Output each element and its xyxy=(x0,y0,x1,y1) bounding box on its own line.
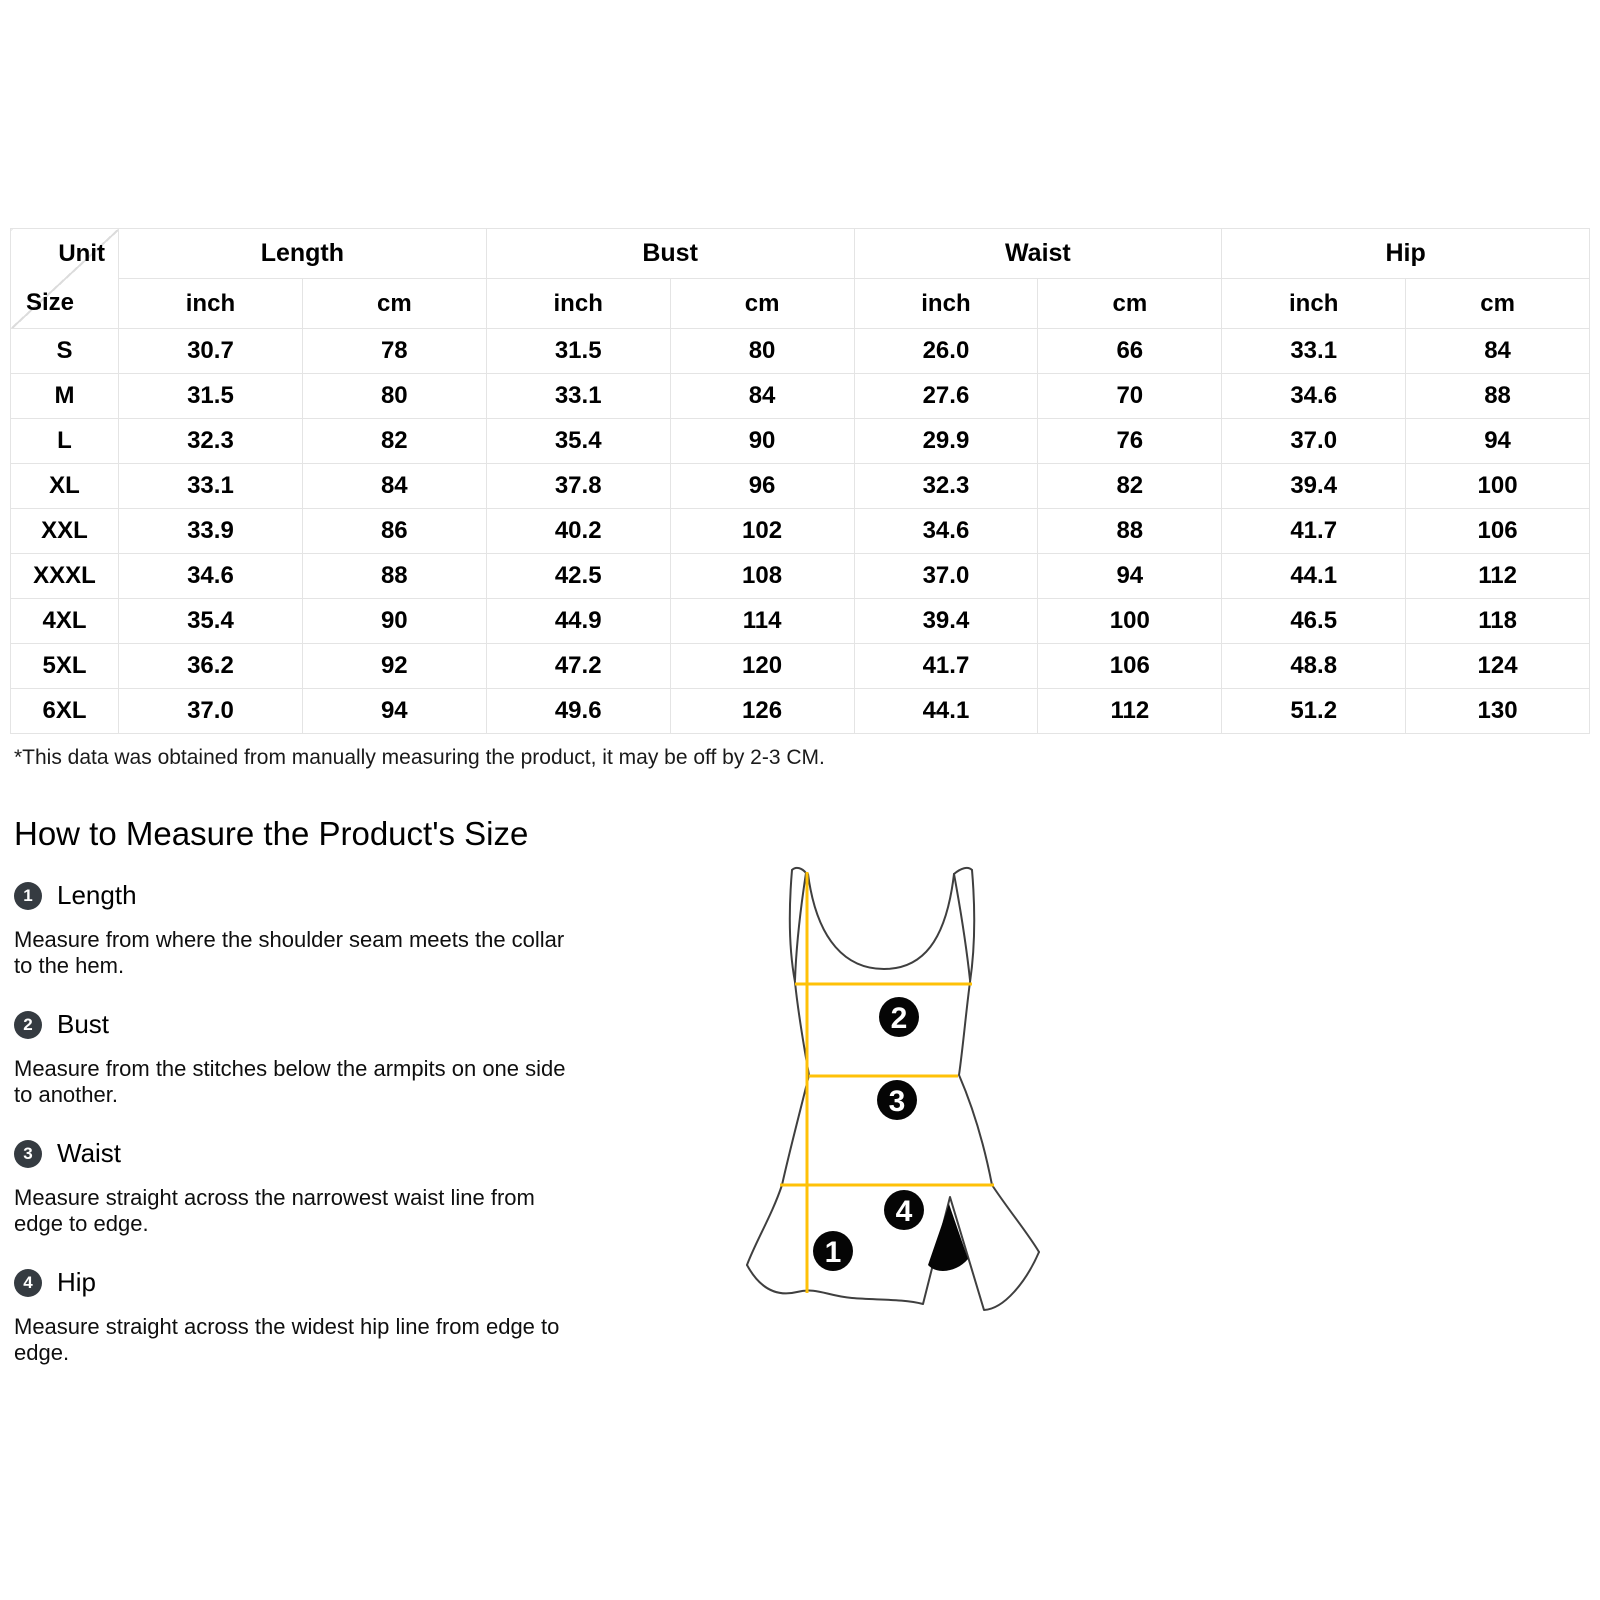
measurement-cell: 124 xyxy=(1406,644,1590,689)
measurement-cell: 44.1 xyxy=(854,689,1038,734)
measurement-cell: 39.4 xyxy=(1222,464,1406,509)
measurement-cell: 44.1 xyxy=(1222,554,1406,599)
measurement-cell: 76 xyxy=(1038,419,1222,464)
size-cell: 5XL xyxy=(11,644,119,689)
measurement-cell: 37.0 xyxy=(1222,419,1406,464)
measurement-cell: 82 xyxy=(302,419,486,464)
measurement-cell: 49.6 xyxy=(486,689,670,734)
item-description: Measure straight across the narrowest waist line from edge to edge. xyxy=(14,1185,535,1236)
table-row xyxy=(11,464,1590,509)
column-group-bust: Bust xyxy=(486,229,854,279)
column-group-waist: Waist xyxy=(854,229,1222,279)
table-row xyxy=(11,689,1590,734)
table-row xyxy=(11,554,1590,599)
measurement-cell: 106 xyxy=(1038,644,1222,689)
item-number-badge: 1 xyxy=(14,882,42,910)
item-label: Hip xyxy=(57,1267,97,1297)
size-cell: S xyxy=(11,329,119,374)
measurement-cell: 40.2 xyxy=(486,509,670,554)
unit-subheader: inch xyxy=(1222,279,1406,329)
column-group-length: Length xyxy=(119,229,487,279)
table-row xyxy=(11,329,1590,374)
measurement-cell: 90 xyxy=(670,419,854,464)
measurement-cell: 34.6 xyxy=(119,554,303,599)
size-table xyxy=(10,228,1590,734)
measurement-cell: 41.7 xyxy=(854,644,1038,689)
table-row xyxy=(11,599,1590,644)
size-cell: L xyxy=(11,419,119,464)
corner-unit-label: Unit xyxy=(58,240,105,267)
measurement-cell: 39.4 xyxy=(854,599,1038,644)
unit-subheader: cm xyxy=(670,279,854,329)
column-group-hip: Hip xyxy=(1222,229,1590,279)
measurement-cell: 130 xyxy=(1406,689,1590,734)
measurement-cell: 31.5 xyxy=(486,329,670,374)
measurement-cell: 102 xyxy=(670,509,854,554)
measurement-cell: 37.0 xyxy=(854,554,1038,599)
measurement-cell: 34.6 xyxy=(1222,374,1406,419)
measurement-cell: 90 xyxy=(302,599,486,644)
item-label: Waist xyxy=(57,1138,122,1168)
table-row xyxy=(11,644,1590,689)
unit-subheader: inch xyxy=(854,279,1038,329)
measurement-footnote: *This data was obtained from manually measuring the product, it may be off by 2-3 CM. xyxy=(14,746,825,769)
section-title: How to Measure the Product's Size xyxy=(14,815,529,852)
measurement-cell: 37.0 xyxy=(119,689,303,734)
measurement-cell: 84 xyxy=(1406,329,1590,374)
measurement-cell: 126 xyxy=(670,689,854,734)
left-strap-top xyxy=(792,868,806,873)
measurement-cell: 94 xyxy=(1406,419,1590,464)
measurement-cell: 48.8 xyxy=(1222,644,1406,689)
size-cell: XXL xyxy=(11,509,119,554)
measurement-cell: 35.4 xyxy=(486,419,670,464)
size-cell: XXXL xyxy=(11,554,119,599)
measurement-cell: 94 xyxy=(1038,554,1222,599)
item-number-badge: 4 xyxy=(14,1269,42,1297)
waist-badge-number: 3 xyxy=(888,1085,906,1118)
item-description: Measure from the stitches below the armpits on one side to another. xyxy=(14,1056,566,1107)
measurement-cell: 92 xyxy=(302,644,486,689)
measurement-cell: 88 xyxy=(1038,509,1222,554)
measurement-cell: 42.5 xyxy=(486,554,670,599)
bust-badge-number: 2 xyxy=(890,1002,908,1035)
item-number-badge: 3 xyxy=(14,1140,42,1168)
measurement-cell: 112 xyxy=(1406,554,1590,599)
right-strap-top xyxy=(954,868,972,874)
dress-diagram xyxy=(742,847,1042,1317)
measurement-cell: 108 xyxy=(670,554,854,599)
length-badge-number: 1 xyxy=(824,1236,842,1269)
measurement-cell: 118 xyxy=(1406,599,1590,644)
measurement-cell: 32.3 xyxy=(854,464,1038,509)
measurement-cell: 88 xyxy=(302,554,486,599)
measurement-cell: 47.2 xyxy=(486,644,670,689)
size-cell: 4XL xyxy=(11,599,119,644)
measurement-cell: 27.6 xyxy=(854,374,1038,419)
item-description: Measure from where the shoulder seam meets the collar to the hem. xyxy=(14,927,565,978)
measurement-cell: 41.7 xyxy=(1222,509,1406,554)
neckline xyxy=(808,874,954,969)
measurement-cell: 36.2 xyxy=(119,644,303,689)
measurement-cell: 33.1 xyxy=(1222,329,1406,374)
measurement-cell: 33.9 xyxy=(119,509,303,554)
measurement-cell: 37.8 xyxy=(486,464,670,509)
measurement-cell: 44.9 xyxy=(486,599,670,644)
measurement-cell: 29.9 xyxy=(854,419,1038,464)
measurement-cell: 84 xyxy=(302,464,486,509)
measurement-cell: 82 xyxy=(1038,464,1222,509)
right-armhole-line xyxy=(954,874,970,980)
measurement-cell: 84 xyxy=(670,374,854,419)
measurement-cell: 46.5 xyxy=(1222,599,1406,644)
measurement-cell: 32.3 xyxy=(119,419,303,464)
item-label: Length xyxy=(57,880,137,910)
measurement-cell: 100 xyxy=(1406,464,1590,509)
measurement-cell: 100 xyxy=(1038,599,1222,644)
measurement-cell: 114 xyxy=(670,599,854,644)
measurement-cell: 51.2 xyxy=(1222,689,1406,734)
size-cell: XL xyxy=(11,464,119,509)
table-row xyxy=(11,374,1590,419)
table-group-header-row xyxy=(11,229,1590,279)
unit-subheader: inch xyxy=(119,279,303,329)
measurement-cell: 33.1 xyxy=(486,374,670,419)
measurement-cell: 66 xyxy=(1038,329,1222,374)
measurement-cell: 26.0 xyxy=(854,329,1038,374)
measurement-cell: 34.6 xyxy=(854,509,1038,554)
left-armhole-line xyxy=(795,873,806,980)
measurement-cell: 35.4 xyxy=(119,599,303,644)
unit-subheader: inch xyxy=(486,279,670,329)
measurement-cell: 96 xyxy=(670,464,854,509)
measurement-cell: 80 xyxy=(670,329,854,374)
measurement-cell: 80 xyxy=(302,374,486,419)
measurement-cell: 78 xyxy=(302,329,486,374)
hip-badge-number: 4 xyxy=(895,1195,913,1228)
unit-subheader: cm xyxy=(1038,279,1222,329)
measurement-cell: 94 xyxy=(302,689,486,734)
table-unit-header-row xyxy=(11,279,1590,329)
measurement-cell: 31.5 xyxy=(119,374,303,419)
measurement-cell: 33.1 xyxy=(119,464,303,509)
measurement-cell: 120 xyxy=(670,644,854,689)
measurement-cell: 88 xyxy=(1406,374,1590,419)
measurement-cell: 112 xyxy=(1038,689,1222,734)
diagram-badges xyxy=(813,997,924,1271)
unit-subheader: cm xyxy=(1406,279,1590,329)
item-label: Bust xyxy=(57,1009,110,1039)
measurement-cell: 70 xyxy=(1038,374,1222,419)
measurement-cell: 86 xyxy=(302,509,486,554)
size-cell: 6XL xyxy=(11,689,119,734)
measurement-cell: 106 xyxy=(1406,509,1590,554)
corner-size-label: Size xyxy=(26,289,75,316)
item-number-badge: 2 xyxy=(14,1011,42,1039)
unit-subheader: cm xyxy=(302,279,486,329)
size-cell: M xyxy=(11,374,119,419)
table-row xyxy=(11,509,1590,554)
table-row xyxy=(11,419,1590,464)
item-description: Measure straight across the widest hip line from edge to edge. xyxy=(14,1314,560,1365)
table-corner-cell xyxy=(11,229,119,329)
measurement-cell: 30.7 xyxy=(119,329,303,374)
